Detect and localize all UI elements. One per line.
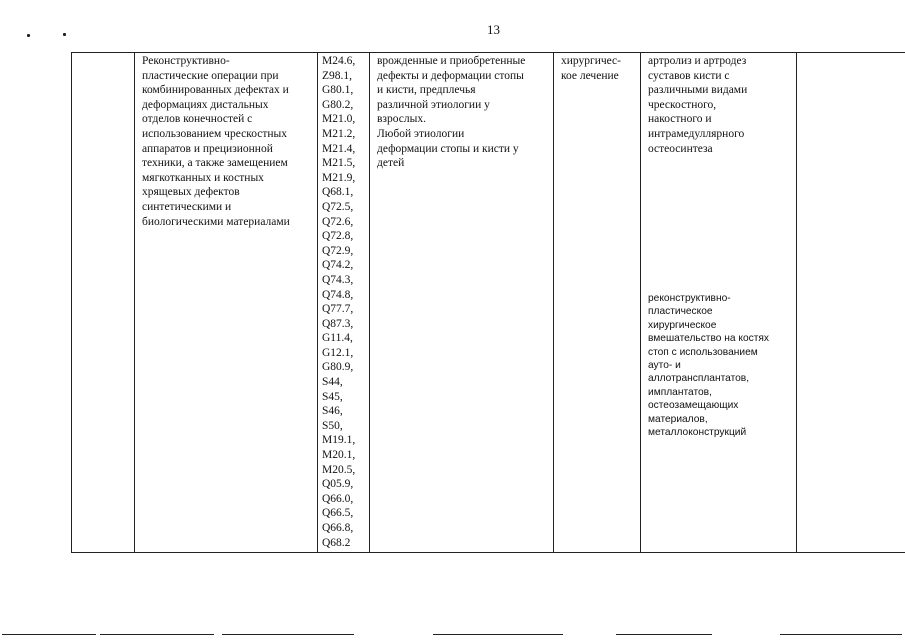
patient-model-line: деформации стопы и кисти у [377,142,519,155]
icd-code: G11.4, [322,332,353,345]
method-line: ауто- и [648,360,681,372]
patient-model-line: и кисти, предплечья [377,84,476,97]
method-line: стоп с использованием [648,346,758,358]
footer-line [780,634,902,635]
scan-speck-left [27,34,30,37]
icd-code: S46, [322,405,343,418]
icd-code: Q87.3, [322,317,354,330]
icd-code: M21.0, [322,113,356,126]
icd-code: G80.1, [322,84,354,97]
method-line: интрамедуллярного [648,127,745,140]
icd-code: M20.5, [322,463,356,476]
column-divider [553,52,554,553]
operation-name-cell [142,54,290,229]
column-divider [369,52,370,553]
method-cell-reconstructive [648,292,769,439]
method-line: остеосинтеза [648,142,713,155]
patient-model-cell [377,54,525,171]
patient-model-line: различной этиологии у [377,98,490,111]
column-divider [640,52,641,553]
icd-code: Q72.6, [322,215,354,228]
icd-code: M21.9, [322,171,356,184]
icd-code: Z98.1, [322,69,353,82]
icd-code: S44, [322,376,343,389]
patient-model-line: врожденные и приобретенные [377,55,526,67]
method-line: реконструктивно- [648,293,731,304]
footer-line [2,634,96,635]
footer-line [616,634,712,635]
icd-code: Q68.2 [322,536,351,549]
icd-code: Q74.3, [322,273,354,286]
icd-code: Q68.1, [322,186,354,199]
operation-name-line: деформациях дистальных [142,98,269,111]
patient-model-line: взрослых. [377,113,426,126]
treatment-type-line: кое лечение [561,69,619,82]
treatment-type-cell [561,54,621,83]
operation-name-line: биологическими материалами [142,215,290,228]
method-line: суставов кисти с [648,69,730,82]
method-line: накостного и [648,113,712,126]
footer-line [433,634,563,635]
icd-code: Q66.5, [322,507,354,520]
icd-code: Q74.8, [322,288,354,301]
method-line: материалов, [648,413,708,425]
operation-name-line: отделов конечностей с [142,113,253,126]
icd-code: M20.1, [322,449,356,462]
icd-code: Q74.2, [322,259,354,272]
icd-code: G80.9, [322,361,354,374]
method-line: металлоконструкций [648,427,747,439]
services-table [71,52,905,553]
patient-model-line: детей [377,157,405,170]
icd-code: M21.2, [322,127,356,140]
icd-code: Q72.8, [322,230,354,243]
icd-code: M24.6, [322,55,356,67]
method-line: чрескостного, [648,98,717,111]
patient-model-line: дефекты и деформации стопы [377,69,524,82]
column-divider [796,52,797,553]
operation-name-line: использованием чрескостных [142,127,287,140]
method-line: хирургическое [648,319,717,331]
icd-code: Q72.5, [322,200,354,213]
operation-name-line: пластические операции при [142,69,279,82]
column-divider [71,52,72,553]
method-cell-arthrodesis [648,54,747,156]
icd-codes-cell [322,54,355,550]
icd-code: Q77.7, [322,303,354,316]
page-number: 13 [487,22,500,37]
method-line: вмешательство на костях [648,333,769,345]
patient-model-line: Любой этиологии [377,127,465,140]
footer-line [222,634,354,635]
icd-code: Q05.9, [322,478,354,491]
operation-name-line: синтетическими и [142,200,232,213]
column-divider [134,52,135,553]
method-line: имплантатов, [648,386,712,398]
method-line: пластическое [648,306,713,318]
operation-name-line: комбинированных дефектах и [142,84,289,97]
icd-code: G12.1, [322,346,354,359]
icd-code: M19.1, [322,434,356,447]
column-divider [317,52,318,553]
icd-code: G80.2, [322,98,354,111]
operation-name-line: хрящевых дефектов [142,186,240,199]
method-line: артролиз и артродез [648,55,747,67]
table-top-border [71,52,905,53]
icd-code: M21.4, [322,142,356,155]
footer-line [100,634,214,635]
method-line: остеозамещающих [648,400,739,412]
icd-code: S50, [322,419,343,432]
icd-code: S45, [322,390,343,403]
operation-name-line: мягкотканных и костных [142,171,264,184]
method-line: различными видами [648,84,748,97]
treatment-type-line: хирургичес- [561,55,621,67]
icd-code: M21.5, [322,157,356,170]
icd-code: Q66.0, [322,492,354,505]
method-line: аллотрансплантатов, [648,373,750,385]
icd-code: Q66.8, [322,522,354,534]
operation-name-line: Реконструктивно- [142,55,230,67]
table-bottom-border [71,552,905,553]
operation-name-line: техники, а также замещением [142,157,288,170]
operation-name-line: аппаратов и прецизионной [142,142,273,155]
icd-code: Q72.9, [322,244,354,257]
scan-speck-right [63,33,66,36]
